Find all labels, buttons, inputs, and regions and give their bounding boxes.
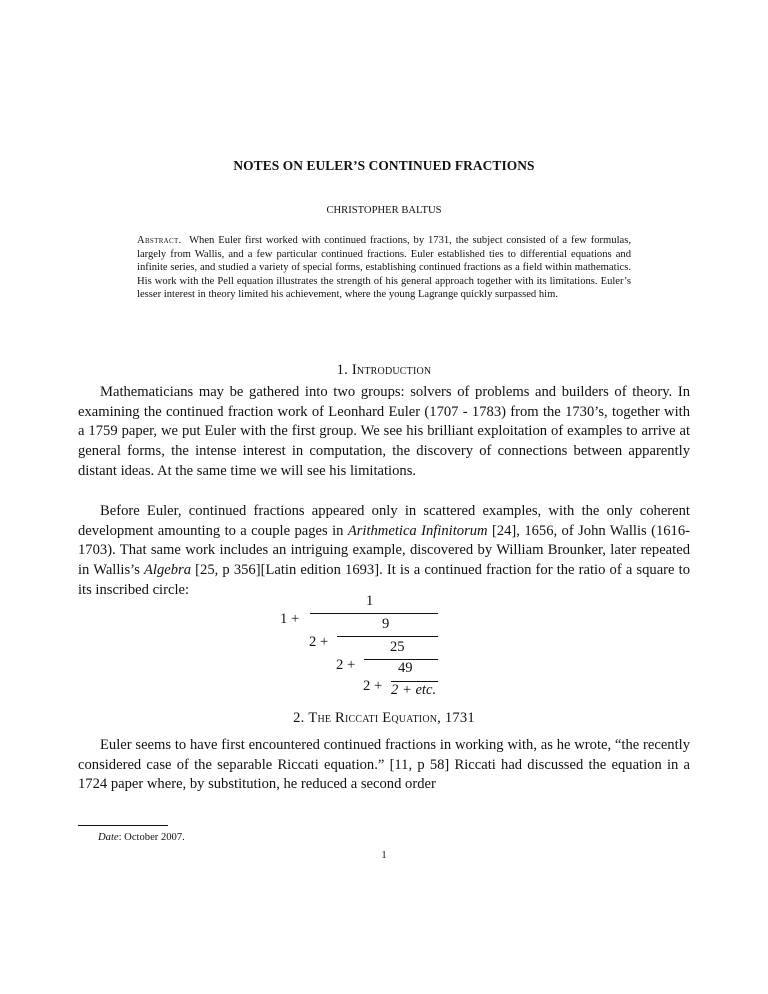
author-name: CHRISTOPHER BALTUS — [326, 205, 442, 216]
fraction-term: 2 + — [336, 657, 356, 673]
continued-fraction-equation — [280, 592, 450, 702]
footnote-label: Date — [98, 832, 119, 843]
paragraph: Before Euler, continued fractions appeared only in scattered examples, with the only coherent development amounting to a couple pages in Arithmetica Infinitorum [24], 1656, of John Wallis (1616-1703). That same work includes an intriguing example, discovered by William Brounker, later repeated in Wallis’s Algebra [25, p 356][Latin edition 1693]. It is a continued fraction for the ratio of a square to its inscribed circle: — [78, 503, 690, 598]
footnote — [98, 832, 185, 843]
section-title: The Riccati Equation, 1731 — [308, 710, 475, 726]
book-title: Algebra — [144, 562, 192, 579]
paper-title: NOTES ON EULER’S CONTINUED FRACTIONS — [233, 158, 535, 173]
fraction-numerator: 1 — [366, 593, 374, 609]
section-heading-riccati: 2. The Riccati Equation, 1731 — [293, 710, 475, 726]
paragraph: Mathematicians may be gathered into two groups: solvers of problems and builders of theory. In examining the continued fraction work of Leonhard Euler (1707 - 1783) from the 1730’s, together with a 1759 paper, we put Euler with the first group. We see his brilliant exploitation of examples to arrive at general forms, the intense interest in computation, the discovery of connections between apparently distant ideas. At the same time we will see his limitations. — [78, 384, 690, 479]
fraction-bar — [310, 613, 438, 614]
fraction-numerator: 49 — [398, 660, 413, 676]
fraction-tail: 2 + etc. — [391, 682, 437, 698]
fraction-numerator: 25 — [390, 639, 405, 655]
fraction-term: 2 + — [363, 678, 383, 694]
fraction-term: 2 + — [309, 634, 329, 650]
book-title: Arithmetica Infinitorum — [347, 522, 488, 539]
abstract — [137, 234, 631, 302]
abstract-label: Abstract. — [137, 235, 182, 246]
fraction-term: 1 + — [280, 611, 300, 627]
section-heading-introduction: 1. Introduction — [336, 362, 432, 378]
footnote-rule — [78, 825, 168, 826]
footnote-text: : October 2007. — [118, 832, 185, 843]
fraction-bar — [337, 636, 438, 637]
abstract-text: When Euler first worked with continued fractions, by 1731, the subject consisted of a few formulas, largely from Wallis, and a few particular continued fractions. Euler established ties to differential equations and infinite series, and studied a variety of special forms, establishing continued fractions as a field within mathematics. His work with the Pell equation illustrates the strength of his general approach together with its limitations. Euler’s lesser interest in theory limited his achievement, where the young Lagrange quickly surpassed him. — [137, 235, 631, 301]
page-number: 1 — [381, 850, 387, 861]
fraction-numerator: 9 — [382, 616, 390, 632]
section-title: Introduction — [351, 362, 432, 378]
paragraph: Euler seems to have first encountered continued fractions in working with, as he wrote, “the recently considered case of the separable Riccati equation.” [11, p 58] Riccati had discussed the equation in a 1724 paper where, by substitution, he reduced a second order — [78, 737, 690, 793]
